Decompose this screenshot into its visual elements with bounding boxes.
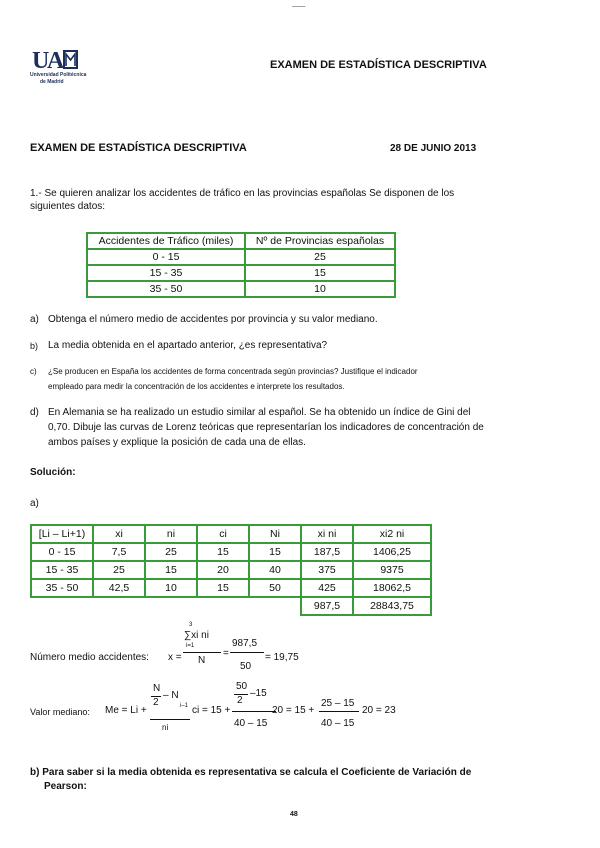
table-cell: 0 - 15 — [31, 543, 93, 561]
item-a-label: a) — [30, 314, 39, 325]
table-cell: 7,5 — [93, 543, 145, 561]
table-cell: 18062,5 — [353, 579, 431, 597]
mean-result: = 19,75 — [265, 652, 299, 663]
table-cell: 40 — [249, 561, 301, 579]
question-intro-line2: siguientes datos: — [30, 201, 106, 212]
table-cell: 9375 — [353, 561, 431, 579]
table-row — [87, 249, 395, 265]
svg-text:A: A — [47, 48, 65, 72]
table-cell: 25 — [93, 561, 145, 579]
fraction-line — [319, 711, 359, 712]
item-d-text-line1: En Alemania se ha realizado un estudio similar al español. Se ha obtenido un índice de Gini del — [48, 407, 471, 418]
table-header-row — [31, 525, 431, 543]
table-cell: 50 — [249, 579, 301, 597]
table-row — [87, 281, 395, 297]
median-inner-num: N — [153, 683, 161, 694]
frequency-table — [30, 524, 432, 616]
table-cell: 15 — [197, 579, 249, 597]
page-number: 48 — [290, 811, 298, 818]
median-mid: 20 = 15 + — [272, 705, 315, 716]
exam-date: 28 DE JUNIO 2013 — [390, 143, 477, 154]
fraction-line — [232, 711, 276, 712]
table-cell: 15 — [249, 543, 301, 561]
fraction-line — [183, 652, 221, 653]
top-mark: ___ — [292, 0, 306, 7]
table-cell: 35 - 50 — [31, 579, 93, 597]
header-cell: ni — [145, 525, 197, 543]
total-cell: 28843,75 — [353, 597, 431, 615]
solution-a-label: a) — [30, 498, 39, 509]
part-b-line2: Pearson: — [44, 781, 87, 792]
table-totals-row — [31, 597, 431, 615]
svg-text:U: U — [32, 48, 50, 72]
table-cell: 15 — [145, 561, 197, 579]
table-cell: 375 — [301, 561, 353, 579]
median-minus-n: – N — [163, 690, 179, 701]
table-cell: 15 — [197, 543, 249, 561]
exam-title: EXAMEN DE ESTADÍSTICA DESCRIPTIVA — [30, 142, 247, 154]
header-cell: xi ni — [301, 525, 353, 543]
header-cell: Ni — [249, 525, 301, 543]
fraction-line — [150, 719, 190, 720]
table-cell: 35 - 50 — [87, 281, 245, 297]
median-outer-den: ni — [162, 723, 169, 732]
sum-expression: ∑xi ni — [184, 630, 209, 641]
median-ci: ci = 15 + — [192, 705, 231, 716]
mean-denominator-value: 50 — [240, 661, 252, 672]
table-row — [31, 543, 431, 561]
item-b-text: La media obtenida en el apartado anterior, ¿es representativa? — [48, 340, 328, 351]
median-n2: 25 – 15 — [321, 698, 355, 709]
fraction-line — [230, 652, 264, 653]
median-inner-den: 2 — [153, 697, 159, 708]
item-d-label: d) — [30, 407, 39, 418]
data-table — [86, 232, 396, 298]
uam-logo-icon — [30, 46, 80, 72]
mean-denominator: N — [198, 655, 206, 666]
mean-numerator-value: 987,5 — [232, 638, 258, 649]
table-cell: 42,5 — [93, 579, 145, 597]
table-cell: 0 - 15 — [87, 249, 245, 265]
item-c-label: c) — [30, 367, 37, 376]
table-cell: 187,5 — [301, 543, 353, 561]
table-row — [31, 579, 431, 597]
part-b-line1: b) Para saber si la media obtenida es representativa se calcula el Coeficiente de Variación de — [30, 767, 472, 778]
median-label: Valor mediano: — [30, 707, 90, 717]
median-lhs: Me = Li + — [105, 705, 147, 716]
table-cell: 10 — [145, 579, 197, 597]
table-header-row — [87, 233, 395, 249]
table-cell: 20 — [197, 561, 249, 579]
header-cell: xi — [93, 525, 145, 543]
table-row — [87, 265, 395, 281]
header-cell: xi2 ni — [353, 525, 431, 543]
table-cell: 15 - 35 — [31, 561, 93, 579]
logo-text-line1: Universidad Politécnica — [30, 72, 87, 78]
item-c-text-line1: ¿Se producen en España los accidentes de forma concentrada según provincias? Justifique el indicador — [48, 367, 418, 376]
item-b-label: b) — [30, 341, 39, 351]
table-cell: 10 — [245, 281, 395, 297]
question-intro-line1: 1.- Se quieren analizar los accidentes de tráfico en las provincias españolas Se disponen de los — [30, 188, 455, 199]
sum-lower-limit: i=1 — [186, 643, 195, 649]
table-cell: 425 — [301, 579, 353, 597]
median-n1-num: 50 — [236, 681, 248, 692]
mean-equals: = — [223, 648, 229, 659]
header-cell: ci — [197, 525, 249, 543]
table-cell: 15 — [245, 265, 395, 281]
total-cell: 987,5 — [301, 597, 353, 615]
solution-title: Solución: — [30, 467, 76, 478]
median-d1: 40 – 15 — [234, 718, 268, 729]
mean-xbar: x = — [168, 652, 182, 663]
empty-cell — [31, 597, 301, 615]
header-title: EXAMEN DE ESTADÍSTICA DESCRIPTIVA — [270, 59, 487, 71]
university-logo — [30, 46, 100, 90]
table-cell: 1406,25 — [353, 543, 431, 561]
header-cell: [Li – Li+1) — [31, 525, 93, 543]
median-tail: 20 = 23 — [362, 705, 396, 716]
median-d2: 40 – 15 — [321, 718, 355, 729]
item-c-text-line2: empleado para medir la concentración de los accidentes e interprete los resultados. — [48, 382, 345, 391]
sum-upper-limit: 3 — [189, 622, 193, 628]
table-cell: 25 — [145, 543, 197, 561]
table-cell: 25 — [245, 249, 395, 265]
item-d-text-line3: ambos países y explique la posición de cada una de ellas. — [48, 437, 306, 448]
median-n1-den: 2 — [237, 695, 243, 706]
item-a-text: Obtenga el número medio de accidentes por provincia y su valor mediano. — [48, 314, 378, 325]
header-cell: Accidentes de Tráfico (miles) — [87, 233, 245, 249]
header-cell: Nº de Provincias españolas — [245, 233, 395, 249]
mean-label: Número medio accidentes: — [30, 652, 149, 663]
median-index: i–1 — [180, 703, 189, 709]
table-row — [31, 561, 431, 579]
item-d-text-line2: 0,70. Dibuje las curvas de Lorenz teóricas que representarían los indicadores de concentración de — [48, 422, 484, 433]
logo-text-line2: de Madrid — [40, 79, 64, 85]
table-cell: 15 - 35 — [87, 265, 245, 281]
median-n1-minus: –15 — [250, 688, 267, 699]
